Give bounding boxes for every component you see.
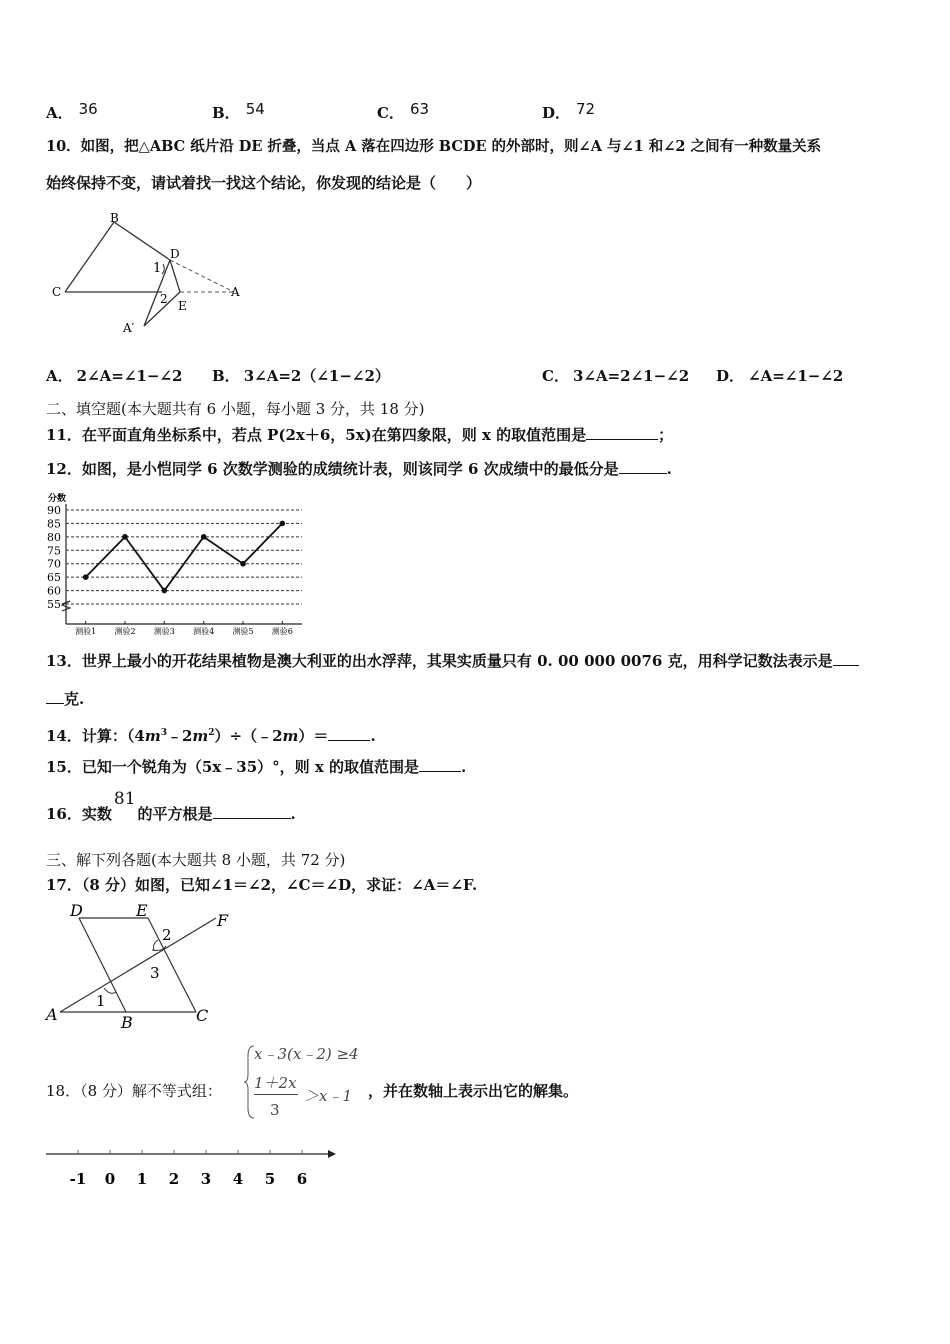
q10-option-d: D． ∠A=∠1−∠2 (716, 367, 844, 385)
label-F: F (217, 911, 229, 930)
y-tick-label: 90 (47, 504, 61, 517)
y-tick-label: 75 (47, 544, 61, 558)
q14-blank[interactable] (328, 726, 370, 741)
q9-option-c: C． 63 (377, 100, 430, 122)
q10-figure (50, 211, 250, 339)
label-A: A (46, 1005, 58, 1024)
y-tick-label: 65 (47, 571, 61, 585)
chart-ylabel: 分数 (48, 494, 67, 504)
x-tick-label: 测验1 (75, 627, 97, 636)
angle-2-arc (154, 940, 159, 950)
x-tick-label: 测验5 (232, 627, 254, 636)
dashed-da (170, 260, 234, 292)
fold-triangle (65, 222, 180, 292)
q18-suffix: ，并在数轴上表示出它的解集。 (368, 1082, 579, 1100)
number-line-label: 1 (136, 1170, 148, 1188)
q15: 15．已知一个锐角为（5x﹣35）°，则 x 的取值范围是 . (46, 758, 467, 776)
number-line-label: 4 (232, 1170, 244, 1188)
label-angle-1: 1 (153, 261, 162, 276)
q18-inequality-2-rhs: ＞x﹣1 (304, 1087, 353, 1105)
data-point (162, 588, 168, 594)
q12-line-chart (44, 492, 306, 637)
q14: 14．计算：$(4m^3﹣2m^2)\div(﹣2m)=$ . (46, 727, 376, 745)
number-line-label: -1 (69, 1170, 87, 1188)
q10-option-a: A． 2∠A=∠1−∠2 (46, 367, 183, 385)
label-A: A (231, 285, 240, 299)
label-A-prime: A′ (123, 321, 135, 335)
q9-option-a: A． 36 (46, 100, 98, 122)
x-tick-label: 测验2 (114, 627, 136, 636)
fraction-bar (254, 1094, 298, 1095)
label-C: C (52, 285, 62, 299)
y-tick-label: 70 (47, 557, 61, 571)
data-point (240, 561, 246, 567)
label-D: D (170, 247, 180, 261)
q16-blank[interactable] (213, 804, 291, 819)
q9-option-d: D． 72 (542, 100, 596, 122)
number-line-label: 0 (104, 1170, 116, 1188)
q11: 11．在平面直角坐标系中，若点 P(2x＋6，5x)在第四象限，则 x 的取值范围是 ； (46, 426, 674, 444)
section3-heading: 三、解下列各题(本大题共 8 小题，共 72 分) (46, 851, 346, 869)
y-tick-label: 60 (47, 584, 61, 598)
q13-line1: 13．世界上最小的开花结果植物是澳大利亚的出水浮萍，其果实质量只有 0. 00 000 0076 克，用科学记数法表示是 (46, 651, 859, 671)
label-B: B (110, 211, 119, 225)
number-line-label: 2 (168, 1170, 180, 1188)
q18-inequality-1: x﹣3(x﹣2) ≥4 (254, 1045, 359, 1063)
q10-line2: 始终保持不变，请试着找一找这个结论，你发现的结论是（ ） (46, 174, 482, 192)
data-point (122, 534, 128, 540)
q18-inequality-2-num: 1＋2x (254, 1074, 297, 1092)
label-D: D (70, 901, 83, 920)
q16: 16．实数81的平方根是 . (46, 789, 296, 823)
q13-blank-a[interactable] (833, 651, 859, 666)
label-C: C (196, 1006, 209, 1025)
data-point (280, 521, 286, 527)
q13-blank-b[interactable] (46, 689, 64, 704)
data-point (83, 574, 89, 580)
x-tick-label: 测验3 (153, 627, 175, 636)
q13-line2: 克. (46, 689, 84, 709)
x-tick-label: 测验4 (193, 627, 215, 636)
label-angle-3: 3 (150, 964, 160, 982)
x-tick-label: 测验6 (271, 627, 293, 636)
q10-option-c: C． 3∠A=2∠1−∠2 (542, 367, 690, 385)
q16-number: 81 (113, 789, 136, 809)
y-tick-label: 55 (47, 598, 61, 611)
section2-heading: 二、填空题(本大题共有 6 小题，每小题 3 分，共 18 分) (46, 400, 425, 418)
q18-prefix: 18．（8 分）解不等式组： (46, 1082, 222, 1100)
line-af (60, 918, 216, 1012)
axis-break-icon (62, 601, 70, 611)
number-line-label: 6 (296, 1170, 308, 1188)
q9-option-b: B． 54 (212, 100, 265, 122)
q15-blank[interactable] (419, 757, 461, 772)
series-line (86, 523, 283, 590)
angle-1-arc (162, 264, 164, 274)
q11-blank[interactable] (586, 425, 658, 440)
y-tick-label: 80 (47, 530, 61, 544)
label-E: E (136, 901, 148, 920)
q18-inequality-2-den: 3 (270, 1101, 280, 1119)
q17-figure (44, 901, 244, 1034)
label-E: E (178, 299, 187, 313)
q12-blank[interactable] (619, 459, 667, 474)
q17-text: 17．（8 分）如图，已知∠1＝∠2，∠C＝∠D，求证：∠A＝∠F. (46, 876, 478, 894)
label-angle-2: 2 (162, 926, 172, 944)
q12: 12．如图，是小恺同学 6 次数学测验的成绩统计表，则该同学 6 次成绩中的最低分是 . (46, 460, 672, 478)
data-point (201, 534, 207, 540)
q18-number-line (44, 1140, 344, 1192)
number-line-label: 3 (200, 1170, 212, 1188)
axis-arrow-icon (328, 1150, 336, 1158)
label-angle-1: 1 (96, 992, 106, 1010)
label-B: B (121, 1013, 133, 1032)
q10-option-b: B． 3∠A=2（∠1−∠2） (212, 367, 390, 385)
number-line-label: 5 (264, 1170, 276, 1188)
label-angle-2: 2 (160, 292, 168, 306)
y-tick-label: 85 (47, 517, 61, 531)
q10-line1: 10．如图，把△ABC 纸片沿 DE 折叠，当点 A 落在四边形 BCDE 的外部时，则∠A 与∠1 和∠2 之间有一种数量关系 (46, 138, 822, 155)
